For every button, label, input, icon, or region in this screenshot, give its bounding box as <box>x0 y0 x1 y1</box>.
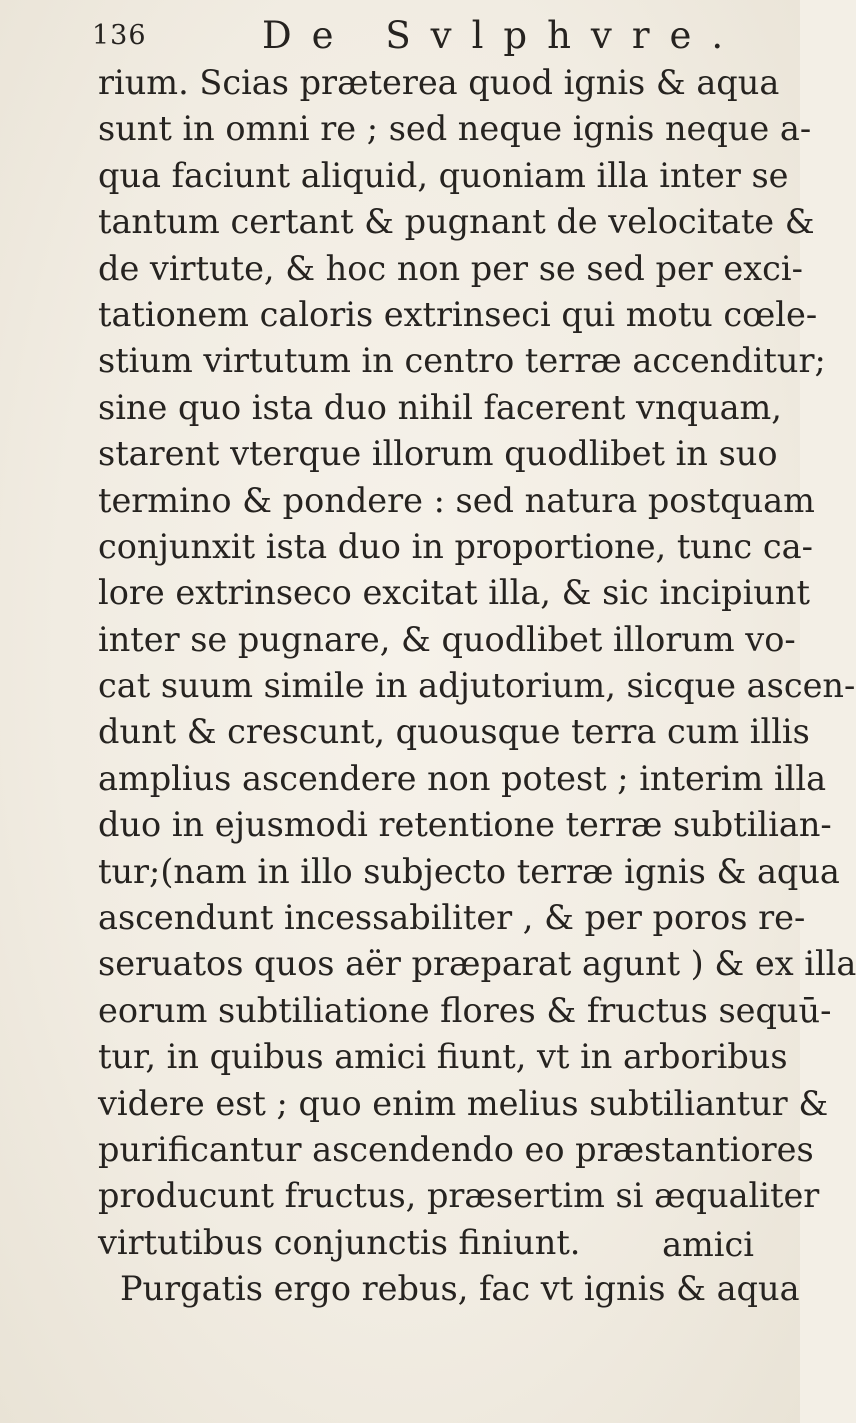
text-line: termino & pondere : sed natura postquam <box>98 480 815 520</box>
text-line: lore extrinseco excitat illa, & sic incipiunt <box>98 573 810 613</box>
text-line: purificantur ascendendo eo præstantiores <box>98 1129 814 1169</box>
text-line: tur, in quibus amici fiunt, vt in arboribus <box>98 1037 788 1077</box>
text-line: starent vterque illorum quodlibet in suo <box>98 434 778 474</box>
text-line: tationem caloris extrinseci qui motu cœle- <box>98 294 818 334</box>
text-line: producunt fructus, præsertim si æqualiter <box>98 1176 820 1216</box>
text-line: eorum subtiliatione flores & fructus sequū- <box>98 990 832 1030</box>
running-head: De Svlphvre. <box>262 14 744 57</box>
body-text <box>98 60 856 1313</box>
text-line: ascendunt incessabiliter , & per poros re- <box>98 898 806 938</box>
text-line: seruatos quos aër præparat agunt ) & ex illa <box>98 944 856 984</box>
text-line: videre est ; quo enim melius subtiliantur & <box>98 1083 829 1123</box>
text-line: Purgatis ergo rebus, fac vt ignis & aqua <box>120 1269 800 1309</box>
text-line: tantum certant & pugnant de velocitate & <box>98 202 815 242</box>
page-header <box>92 14 744 60</box>
text-line: sunt in omni re ; sed neque ignis neque a- <box>98 109 812 149</box>
text-line: dunt & crescunt, quousque terra cum illis <box>98 712 810 752</box>
page-number: 136 <box>92 20 147 51</box>
text-line: tur;(nam in illo subjecto terræ ignis & aqua <box>98 851 840 891</box>
text-line: qua faciunt aliquid, quoniam illa inter se <box>98 155 789 195</box>
text-line: amplius ascendere non potest ; interim illa <box>98 758 827 798</box>
catchword: amici <box>662 1225 754 1264</box>
text-line: stium virtutum in centro terræ accenditur; <box>98 341 826 381</box>
text-line: de virtute, & hoc non per se sed per exci- <box>98 248 803 288</box>
text-line: cat suum simile in adjutorium, sicque ascen- <box>98 666 856 706</box>
text-line: sine quo ista duo nihil facerent vnquam, <box>98 387 782 427</box>
text-line: conjunxit ista duo in proportione, tunc ca- <box>98 526 813 566</box>
text-line: virtutibus conjunctis finiunt. <box>98 1222 581 1262</box>
text-line: duo in ejusmodi retentione terræ subtilian- <box>98 805 832 845</box>
text-line: inter se pugnare, & quodlibet illorum vo- <box>98 619 796 659</box>
text-line: rium. Scias præterea quod ignis & aqua <box>98 63 780 102</box>
